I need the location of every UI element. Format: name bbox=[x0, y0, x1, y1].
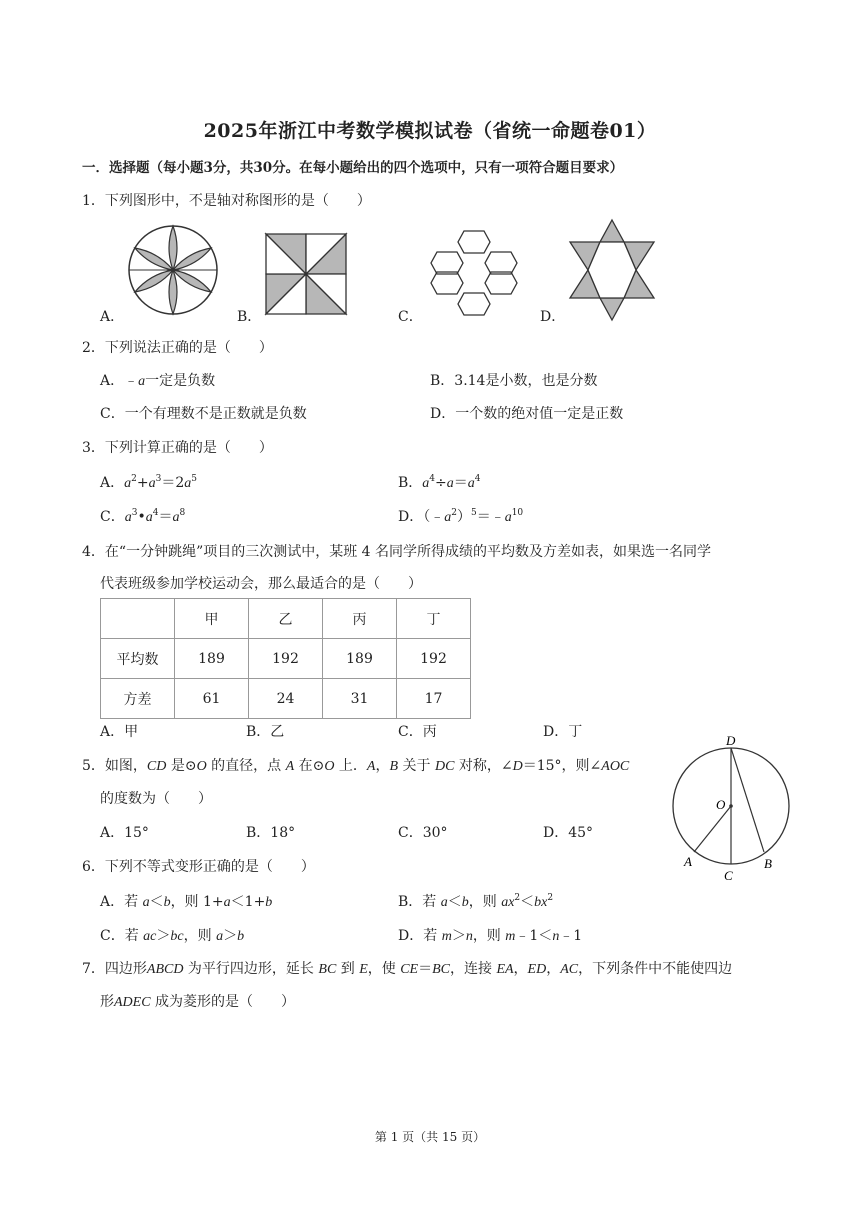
q4-option-d: D．丁 bbox=[543, 724, 583, 740]
page-footer: 第 1 页（共 15 页） bbox=[374, 1130, 486, 1144]
q5-option-b: B．18° bbox=[246, 825, 296, 841]
table-row bbox=[101, 639, 471, 679]
table-cell: 丙 bbox=[323, 599, 397, 639]
scores-table bbox=[100, 598, 471, 719]
table-cell: 丁 bbox=[397, 599, 471, 639]
table-cell: 189 bbox=[175, 639, 249, 679]
figure-a-flower-circle bbox=[125, 222, 221, 318]
q6-option-d: D．若 m＞n，则 m﹣1＜n﹣1 bbox=[398, 928, 583, 944]
q5-option-a: A．15° bbox=[100, 825, 149, 841]
q1-option-a: A． bbox=[100, 309, 125, 325]
table-cell bbox=[101, 599, 175, 639]
q5-option-d: D．45° bbox=[543, 825, 594, 841]
label-d: D bbox=[726, 733, 736, 748]
q4-option-c: C．丙 bbox=[398, 724, 437, 740]
label-o: O bbox=[716, 797, 726, 812]
table-cell: 方差 bbox=[101, 679, 175, 719]
q1-option-b: B． bbox=[237, 309, 262, 325]
q3-option-b: B．$a^4\div a=a^4$ bbox=[398, 474, 481, 491]
page-title: 2025年浙江中考数学模拟试卷（省统一命题卷01） bbox=[203, 120, 657, 142]
table-cell: 甲 bbox=[175, 599, 249, 639]
table-cell: 乙 bbox=[249, 599, 323, 639]
q6-option-c: C．若 ac＞bc，则 a＞b bbox=[100, 928, 245, 944]
question-2-stem: 2．下列说法正确的是（ ） bbox=[82, 340, 273, 356]
question-1-stem: 1．下列图形中，不是轴对称图形的是（ ） bbox=[82, 193, 371, 209]
question-3-stem: 3．下列计算正确的是（ ） bbox=[82, 440, 273, 456]
table-cell: 61 bbox=[175, 679, 249, 719]
question-5-stem-line2: 的度数为（ ） bbox=[100, 791, 212, 807]
question-6-stem: 6．下列不等式变形正确的是（ ） bbox=[82, 859, 315, 875]
q2-option-b: B．3.14是小数，也是分数 bbox=[430, 373, 598, 389]
table-cell: 31 bbox=[323, 679, 397, 719]
table-header-row bbox=[101, 599, 471, 639]
question-4-stem-line2: 代表班级参加学校运动会，那么最适合的是（ ） bbox=[100, 576, 422, 592]
question-7-stem-line1: 7．四边形ABCD 为平行四边形，延长 BC 到 E，使 CE＝BC，连接 EA，ED，AC，下列条件中不能使四边 bbox=[82, 961, 733, 977]
label-b: B bbox=[764, 856, 772, 871]
figure-b-pinwheel bbox=[262, 230, 350, 318]
q2-option-c: C．一个有理数不是正数就是负数 bbox=[100, 406, 307, 422]
figure-c-hexagon-ring bbox=[424, 228, 524, 318]
table-cell: 17 bbox=[397, 679, 471, 719]
q3-option-d: D．$(﹣a^2)^5=﹣a^{10}$ bbox=[398, 508, 524, 525]
label-c: C bbox=[724, 868, 733, 883]
circle-figure bbox=[664, 730, 800, 884]
q1-option-c: C． bbox=[398, 309, 423, 325]
question-5-stem-line1: 5．如图，CD 是⊙O 的直径，点 A 在⊙O 上．A，B 关于 DC 对称，∠D＝15°，则∠AOC bbox=[82, 758, 630, 774]
q1-option-d: D． bbox=[540, 309, 566, 325]
question-4-stem-line1: 4．在“一分钟跳绳”项目的三次测试中，某班 4 名同学所得成绩的平均数及方差如表，如果选一名同学 bbox=[82, 544, 712, 560]
table-cell: 192 bbox=[249, 639, 323, 679]
q2-option-d: D．一个数的绝对值一定是正数 bbox=[430, 406, 624, 422]
figure-d-hexagram bbox=[566, 218, 658, 322]
q2-option-a: A．﹣a一定是负数 bbox=[100, 373, 216, 389]
label-a: A bbox=[684, 854, 692, 869]
question-7-stem-line2: 形ADEC 成为菱形的是（ ） bbox=[100, 994, 296, 1010]
q6-option-b: B．若 a＜b，则 $ax^2<bx^2$ bbox=[398, 893, 554, 910]
q3-option-a: A．$a^2+a^3=2a^5$ bbox=[100, 474, 197, 491]
table-cell: 192 bbox=[397, 639, 471, 679]
q3-option-c: C．$a^3•a^4=a^8$ bbox=[100, 508, 186, 525]
q6-option-a: A．若 a＜b，则 1+a＜1+b bbox=[100, 894, 273, 910]
q4-option-b: B．乙 bbox=[246, 724, 285, 740]
section-header: 一．选择题（每小题3分，共30分。在每小题给出的四个选项中，只有一项符合题目要求） bbox=[82, 160, 624, 176]
table-cell: 24 bbox=[249, 679, 323, 719]
q5-option-c: C．30° bbox=[398, 825, 448, 841]
table-cell: 189 bbox=[323, 639, 397, 679]
table-row bbox=[101, 679, 471, 719]
table-cell: 平均数 bbox=[101, 639, 175, 679]
q4-option-a: A．甲 bbox=[100, 724, 139, 740]
